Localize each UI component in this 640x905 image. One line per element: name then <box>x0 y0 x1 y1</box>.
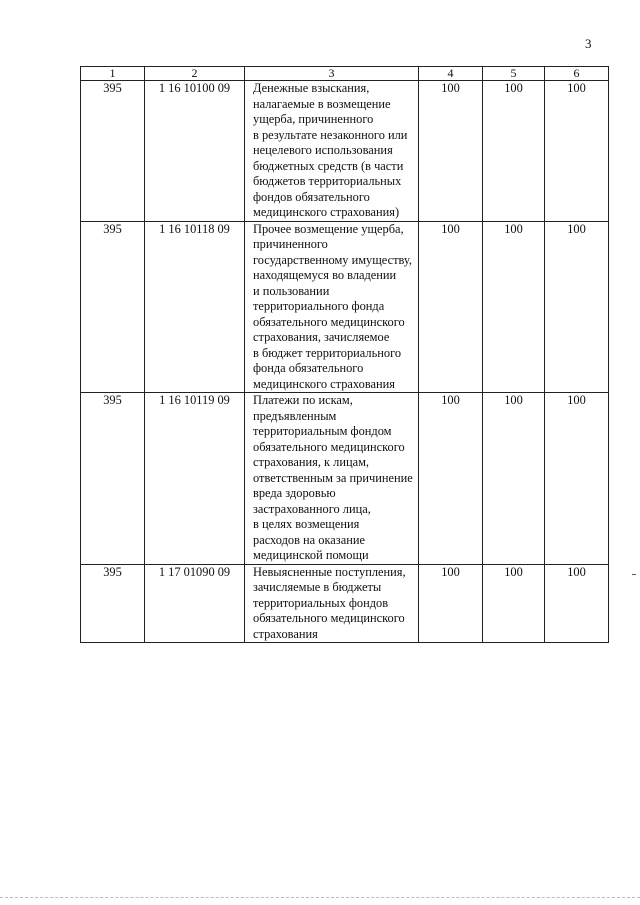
admin-code-cell: 395 <box>81 393 145 565</box>
percent-cell-col6: 100 <box>545 393 609 565</box>
revenue-name-line: обязательного медицинского <box>253 611 405 625</box>
revenue-name-cell <box>245 81 419 222</box>
revenue-code-cell: 1 16 10100 09 <box>145 81 245 222</box>
revenue-name-line: бюджетов территориальных <box>253 174 402 188</box>
revenue-name-line: бюджетных средств (в части <box>253 158 404 173</box>
revenue-name-line: фонда обязательного <box>253 361 364 375</box>
revenue-name-line: зачисляемые в бюджеты <box>253 580 382 594</box>
percent-cell-col5: 100 <box>483 81 545 222</box>
column-header: 6 <box>545 67 609 81</box>
table-row <box>81 221 609 393</box>
revenue-name-line: медицинского страхования) <box>253 205 400 219</box>
revenue-name-line: вреда здоровью <box>253 486 336 500</box>
percent-cell-col6: 100 <box>545 81 609 222</box>
revenue-name-line: застрахованного лица, <box>253 501 371 516</box>
revenue-name-line: страхования, к лицам, <box>253 455 370 469</box>
revenue-name-line: расходов на оказание <box>253 532 365 547</box>
table-header-row <box>81 67 609 81</box>
revenue-name-line: медицинской помощи <box>253 548 369 562</box>
admin-code-cell: 395 <box>81 81 145 222</box>
revenue-name-line: обязательного медицинского <box>253 314 405 329</box>
revenue-name-line: территориальным фондом <box>253 424 392 438</box>
column-header: 4 <box>419 67 483 81</box>
bottom-rule <box>0 897 640 898</box>
revenue-name-line: территориальных фондов <box>253 595 389 610</box>
revenue-name-line: ответственным за причинение <box>253 470 413 485</box>
table-row <box>81 393 609 565</box>
percent-cell-col4: 100 <box>419 564 483 643</box>
revenue-name-line: причиненного <box>253 237 328 251</box>
percent-cell-col4: 100 <box>419 393 483 565</box>
revenue-name-line: страхования, зачисляемое <box>253 330 390 344</box>
revenue-name-line: Прочее возмещение ущерба, <box>253 221 404 236</box>
revenue-name-line: Денежные взыскания, <box>253 81 370 95</box>
percent-cell-col4: 100 <box>419 221 483 393</box>
revenue-name-line: в результате незаконного или <box>253 127 408 142</box>
revenue-name-line: в целях возмещения <box>253 517 360 531</box>
revenue-name-line: страхования <box>253 626 318 641</box>
revenue-name-line: и пользовании <box>253 283 330 298</box>
percent-cell-col4: 100 <box>419 81 483 222</box>
page-number: 3 <box>585 36 592 51</box>
table-row <box>81 564 609 643</box>
revenue-name-line: предъявленным <box>253 408 337 423</box>
percent-cell-col6: 100 <box>545 564 609 643</box>
column-header: 5 <box>483 67 545 81</box>
revenue-name-line: медицинского страхования <box>253 376 395 391</box>
revenue-name-line: фондов обязательного <box>253 189 370 204</box>
revenue-name-line: нецелевого использования <box>253 143 393 157</box>
table-row <box>81 81 609 222</box>
revenue-name-line: Невыясненные поступления, <box>253 564 406 579</box>
column-header: 3 <box>245 67 419 81</box>
revenue-name-cell <box>245 393 419 565</box>
revenue-name-line: Платежи по искам, <box>253 393 353 407</box>
revenue-name-line: ущерба, причиненного <box>253 112 374 126</box>
revenue-code-cell: 1 17 01090 09 <box>145 564 245 643</box>
percent-cell-col5: 100 <box>483 393 545 565</box>
revenue-name-line: территориального фонда <box>253 299 385 313</box>
revenue-name-line: государственному имуществу, <box>253 252 412 267</box>
column-header: 2 <box>145 67 245 81</box>
margin-tick <box>632 574 636 575</box>
revenue-code-cell: 1 16 10119 09 <box>145 393 245 565</box>
admin-code-cell: 395 <box>81 564 145 643</box>
revenue-name-line: обязательного медицинского <box>253 439 405 454</box>
revenue-name-line: находящемуся во владении <box>253 268 397 282</box>
revenue-code-cell: 1 16 10118 09 <box>145 221 245 393</box>
revenue-name-cell <box>245 564 419 643</box>
percent-cell-col5: 100 <box>483 221 545 393</box>
admin-code-cell: 395 <box>81 221 145 393</box>
percent-cell-col5: 100 <box>483 564 545 643</box>
revenue-name-line: в бюджет территориального <box>253 345 402 360</box>
column-header: 1 <box>81 67 145 81</box>
revenue-name-line: налагаемые в возмещение <box>253 96 391 111</box>
percent-cell-col6: 100 <box>545 221 609 393</box>
revenue-table <box>80 66 609 643</box>
revenue-name-cell <box>245 221 419 393</box>
